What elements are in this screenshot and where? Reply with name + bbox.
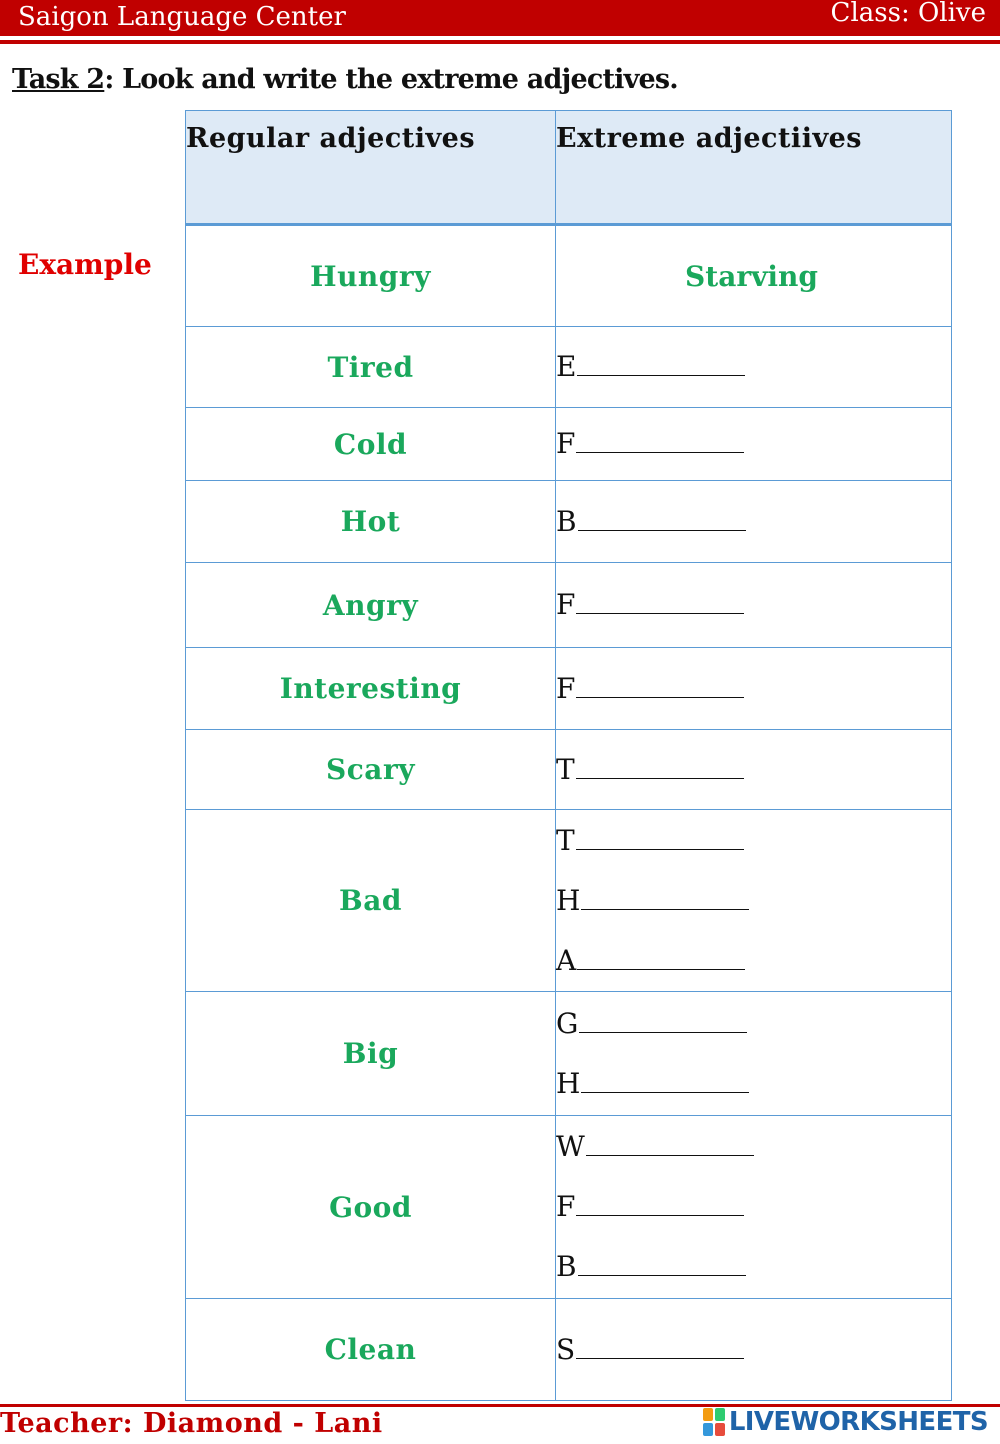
- table-row: [186, 810, 952, 992]
- blank-initial-letter: F: [556, 427, 576, 460]
- teacher-name: Teacher: Diamond - Lani: [0, 1408, 383, 1439]
- extreme-adjectives-header: Extreme adjectiives: [556, 111, 952, 225]
- liveworksheets-logo-icon: [703, 1408, 725, 1436]
- regular-adjective: Scary: [186, 730, 556, 810]
- extreme-answer-cell: [556, 481, 952, 563]
- task-instruction: : Look and write the extreme adjectives.: [104, 64, 678, 95]
- answer-blank[interactable]: [556, 1117, 951, 1177]
- answer-blank[interactable]: [556, 811, 951, 871]
- blank-initial-letter: F: [556, 671, 576, 705]
- regular-adjective: Clean: [186, 1299, 556, 1401]
- table-header-row: [186, 111, 952, 225]
- blank-initial-letter: H: [556, 1066, 581, 1100]
- blank-initial-letter: T: [556, 823, 575, 857]
- answer-line[interactable]: [578, 508, 746, 531]
- regular-adjective: Good: [186, 1116, 556, 1299]
- answer-blank[interactable]: [556, 931, 951, 991]
- answer-blank[interactable]: [556, 659, 951, 719]
- answer-blank[interactable]: [556, 994, 951, 1054]
- extreme-answer-cell: [556, 992, 952, 1116]
- extreme-answer-cell: [556, 810, 952, 992]
- answer-blank[interactable]: [556, 337, 951, 397]
- extreme-answer-cell: [556, 408, 952, 481]
- answer-blank[interactable]: [556, 1237, 951, 1297]
- answer-line[interactable]: [576, 430, 744, 453]
- blank-initial-letter: F: [556, 1190, 576, 1223]
- example-extreme: Starving: [556, 225, 952, 327]
- regular-adjective: Hot: [186, 481, 556, 563]
- brand: [703, 1406, 988, 1438]
- table-row: [186, 992, 952, 1116]
- blank-initial-letter: E: [556, 350, 577, 383]
- answer-line[interactable]: [576, 1336, 744, 1359]
- header-divider: [0, 40, 1000, 44]
- answer-line[interactable]: [579, 1010, 747, 1033]
- blank-initial-letter: T: [556, 752, 575, 786]
- regular-adjectives-header: Regular adjectives: [186, 111, 556, 225]
- blank-initial-letter: S: [556, 1332, 576, 1366]
- table-row: [186, 648, 952, 730]
- regular-adjective: Bad: [186, 810, 556, 992]
- answer-blank[interactable]: [556, 1054, 951, 1114]
- adjectives-table: [185, 110, 952, 1401]
- regular-adjective: Cold: [186, 408, 556, 481]
- task-title: [12, 64, 678, 95]
- example-label: Example: [18, 248, 152, 281]
- answer-line[interactable]: [576, 756, 744, 779]
- blank-initial-letter: B: [556, 1250, 577, 1283]
- extreme-answer-cell: [556, 563, 952, 648]
- extreme-answer-cell: [556, 730, 952, 810]
- extreme-answer-cell: [556, 327, 952, 408]
- answer-blank[interactable]: [556, 871, 951, 931]
- table-row: [186, 327, 952, 408]
- answer-blank[interactable]: [556, 414, 951, 474]
- blank-initial-letter: A: [556, 943, 577, 977]
- blank-initial-letter: W: [556, 1130, 585, 1163]
- blank-initial-letter: B: [556, 504, 577, 538]
- answer-line[interactable]: [576, 591, 744, 614]
- regular-adjective: Tired: [186, 327, 556, 408]
- blank-initial-letter: G: [556, 1006, 579, 1040]
- blank-initial-letter: H: [556, 883, 581, 917]
- extreme-answer-cell: [556, 648, 952, 730]
- school-name: Saigon Language Center: [18, 2, 346, 32]
- answer-line[interactable]: [578, 1253, 746, 1276]
- answer-line[interactable]: [581, 887, 749, 910]
- answer-line[interactable]: [576, 675, 744, 698]
- answer-line[interactable]: [576, 827, 744, 850]
- task-label: Task 2: [12, 64, 105, 95]
- brand-name: LIVEWORKSHEETS: [728, 1407, 988, 1437]
- table-row: [186, 563, 952, 648]
- regular-adjective: Interesting: [186, 648, 556, 730]
- answer-line[interactable]: [586, 1133, 754, 1156]
- answer-line[interactable]: [581, 1070, 749, 1093]
- answer-blank[interactable]: [556, 740, 951, 800]
- top-banner: [0, 0, 1000, 36]
- answer-line[interactable]: [576, 1193, 744, 1216]
- answer-line[interactable]: [577, 353, 745, 376]
- table-row: [186, 1299, 952, 1401]
- answer-line[interactable]: [577, 947, 745, 970]
- table-row: [186, 730, 952, 810]
- answer-blank[interactable]: [556, 492, 951, 552]
- blank-initial-letter: F: [556, 588, 576, 621]
- class-label: Class: Olive: [830, 0, 986, 28]
- extreme-answer-cell: [556, 1299, 952, 1401]
- table-row: [186, 1116, 952, 1299]
- example-regular: Hungry: [186, 225, 556, 327]
- table-row: [186, 481, 952, 563]
- extreme-answer-cell: [556, 1116, 952, 1299]
- example-row: [186, 225, 952, 327]
- regular-adjective: Big: [186, 992, 556, 1116]
- answer-blank[interactable]: [556, 575, 951, 635]
- regular-adjective: Angry: [186, 563, 556, 648]
- answer-blank[interactable]: [556, 1177, 951, 1237]
- answer-blank[interactable]: [556, 1320, 951, 1380]
- table-row: [186, 408, 952, 481]
